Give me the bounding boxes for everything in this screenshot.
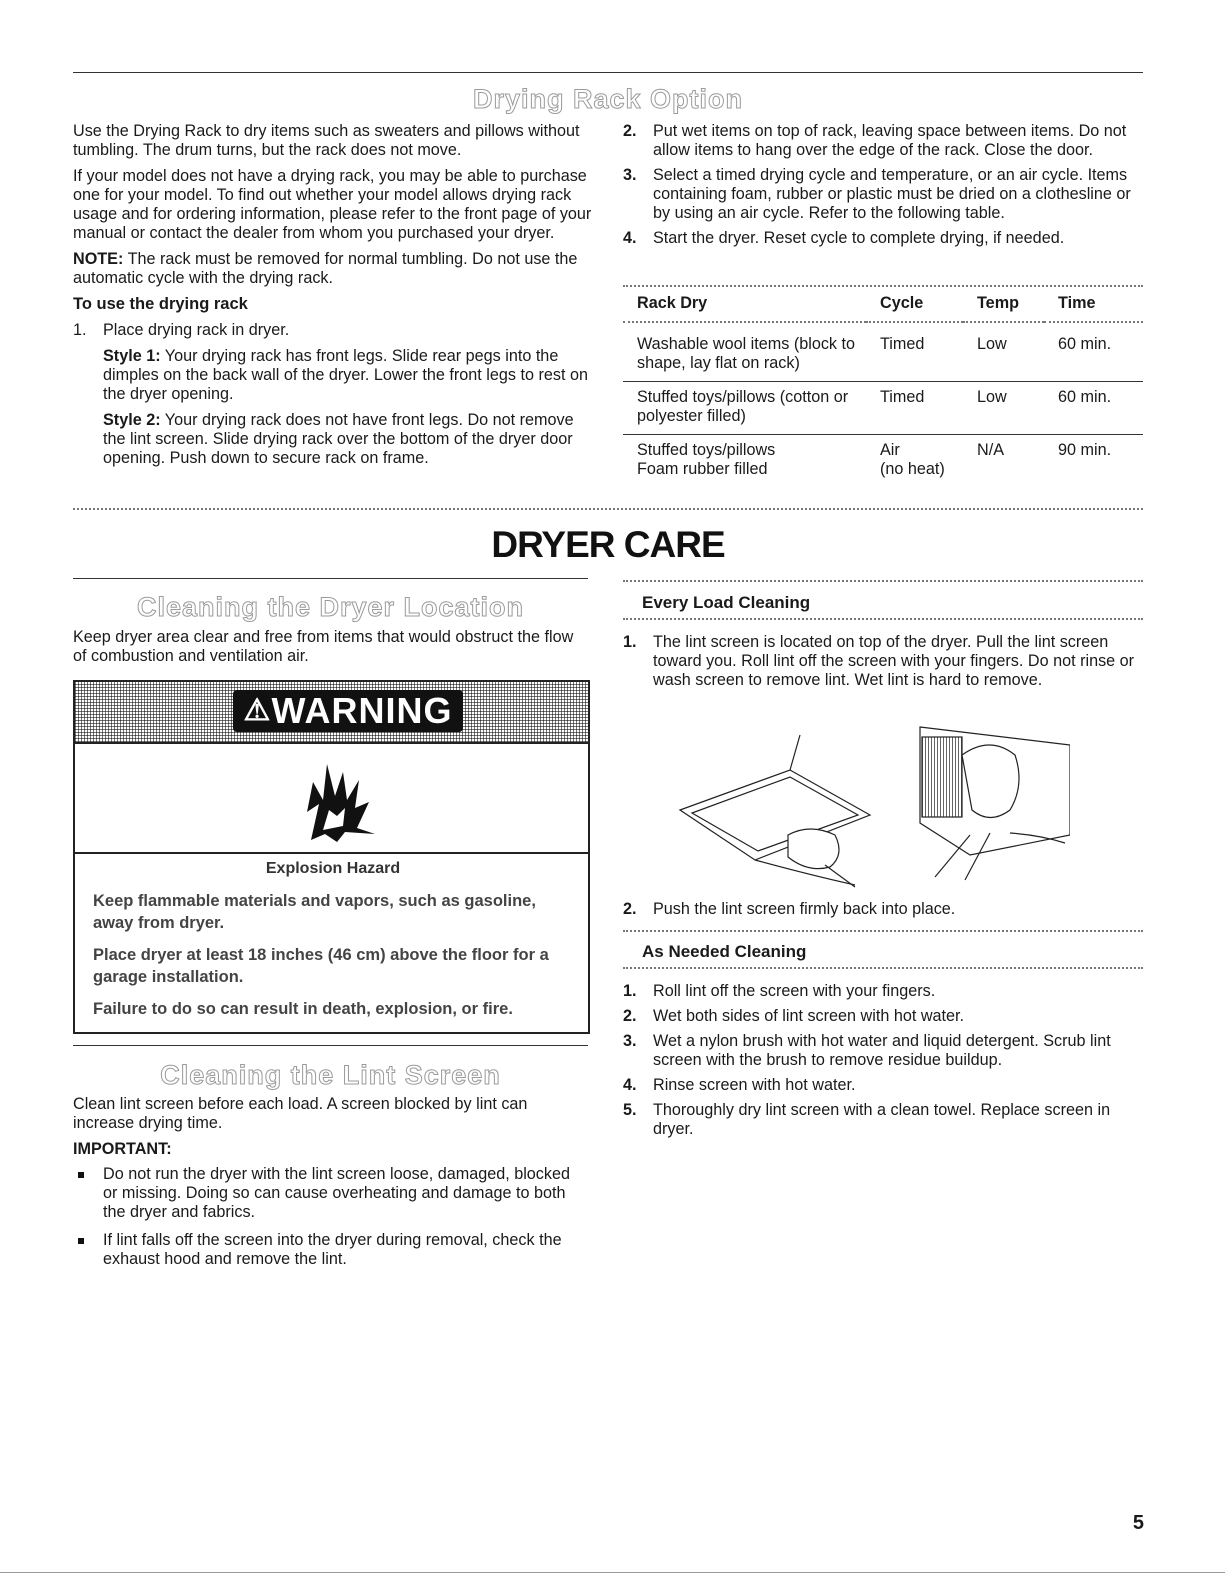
rack-step-1 bbox=[73, 321, 593, 468]
as-needed-step-4 bbox=[623, 1076, 1143, 1095]
every-load-step-2-num: 2. bbox=[623, 900, 637, 918]
every-load-step-2-wrap bbox=[623, 900, 1143, 925]
style-2-label: Style 2: bbox=[103, 411, 161, 429]
rack-step-1-num: 1. bbox=[73, 321, 87, 339]
rack-dry-table-wrap bbox=[623, 292, 1143, 487]
as-needed-step-4-num: 4. bbox=[623, 1076, 637, 1094]
warning-triangle-icon: ⚠ bbox=[243, 694, 272, 727]
lint-section-body bbox=[73, 1095, 588, 1278]
warning-line-2: Place dryer at least 18 inches (46 cm) above the floor for a garage installation. bbox=[93, 946, 549, 986]
table-cell: Low bbox=[963, 382, 1044, 435]
table-header-cycle: Cycle bbox=[880, 294, 924, 312]
table-cell: Low bbox=[963, 322, 1044, 382]
use-rack-heading: To use the drying rack bbox=[73, 295, 248, 313]
as-needed-top-rule bbox=[623, 930, 1143, 932]
as-needed-step-5-text: Thoroughly dry lint screen with a clean towel. Replace screen in dryer. bbox=[653, 1101, 1111, 1138]
as-needed-heading: As Needed Cleaning bbox=[642, 942, 807, 961]
every-load-top-rule bbox=[623, 580, 1143, 582]
location-text: Keep dryer area clear and free from items that would obstruct the flow of combustion and ventilation air. bbox=[73, 628, 574, 665]
table-cell: Timed bbox=[866, 322, 963, 382]
as-needed-step-3 bbox=[623, 1032, 1143, 1070]
warning-banner bbox=[75, 682, 588, 744]
as-needed-step-1-num: 1. bbox=[623, 982, 637, 1000]
drying-rack-right-column bbox=[623, 122, 1143, 254]
rack-step-2-num: 2. bbox=[623, 122, 637, 140]
important-label: IMPORTANT: bbox=[73, 1140, 172, 1158]
style-2-text: Your drying rack does not have front legs. Do not remove the lint screen. Slide drying rack over the bottom of the dryer door opening. Push down to secure rack on frame. bbox=[103, 411, 574, 467]
every-load-step-2-text: Push the lint screen firmly back into place. bbox=[653, 900, 956, 918]
table-cell: N/A bbox=[977, 441, 1004, 459]
table-top-rule bbox=[623, 285, 1143, 287]
list-item: Do not run the dryer with the lint screen loose, damaged, blocked or missing. Doing so can cause overheating and damage to both the dryer and fabrics. bbox=[73, 1165, 588, 1222]
every-load-step-1-num: 1. bbox=[623, 633, 637, 651]
warning-text-area bbox=[93, 860, 573, 1020]
drying-rack-intro-2: If your model does not have a drying rack, you may be able to purchase one for your model. To find out whether your model allows drying rack usage and for ordering information, please refer to the front page of your manual or contact the dealer from whom you purchased your dryer. bbox=[73, 167, 592, 242]
dryer-care-heading: DRYER CARE bbox=[491, 524, 725, 565]
as-needed-step-1 bbox=[623, 982, 1143, 1001]
note-text: The rack must be removed for normal tumbling. Do not use the automatic cycle with the drying rack. bbox=[73, 250, 578, 287]
bottom-rule bbox=[0, 1572, 1225, 1573]
as-needed-step-5 bbox=[623, 1101, 1143, 1139]
rack-step-2 bbox=[623, 122, 1143, 160]
rack-step-3-text: Select a timed drying cycle and temperature, or an air cycle. Items containing foam, rubber or plastic must be dried on a clothesline or by using an air cycle. Refer to the following table. bbox=[653, 166, 1131, 222]
rack-step-2-text: Put wet items on top of rack, leaving space between items. Do not allow items to hang over the edge of the rack. Close the door. bbox=[653, 122, 1127, 159]
location-rule bbox=[73, 578, 588, 579]
warning-line-3: Failure to do so can result in death, explosion, or fire. bbox=[93, 1000, 513, 1018]
as-needed-step-1-text: Roll lint off the screen with your fingers. bbox=[653, 982, 936, 1000]
warning-box bbox=[73, 680, 590, 1034]
warning-label-pill bbox=[233, 690, 463, 732]
every-load-step-1-text: The lint screen is located on top of the dryer. Pull the lint screen toward you. Roll lint off the screen with your fingers. Do not rinse or wash screen to remove lint. Wet lint is hard to remove. bbox=[653, 633, 1135, 689]
every-load-step-1-wrap bbox=[623, 633, 1143, 696]
warning-label: WARNING bbox=[271, 690, 453, 731]
table-cell: Timed bbox=[866, 382, 963, 435]
table-header-rack-dry: Rack Dry bbox=[637, 294, 708, 312]
lint-title: Cleaning the Lint Screen bbox=[160, 1060, 501, 1090]
table-header-time: Time bbox=[1058, 294, 1096, 312]
rack-step-4 bbox=[623, 229, 1143, 248]
location-title: Cleaning the Dryer Location bbox=[136, 592, 525, 622]
drying-rack-left-column bbox=[73, 122, 593, 474]
as-needed-steps-wrap bbox=[623, 982, 1143, 1145]
table-row bbox=[623, 322, 1143, 382]
list-item: If lint falls off the screen into the dryer during removal, check the exhaust hood and remove the lint. bbox=[73, 1231, 588, 1269]
rack-step-4-text: Start the dryer. Reset cycle to complete drying, if needed. bbox=[653, 229, 1065, 247]
table-row bbox=[623, 382, 1143, 435]
rack-dry-table bbox=[623, 292, 1143, 487]
table-cell: 60 min. bbox=[1044, 322, 1143, 382]
style-1-label: Style 1: bbox=[103, 347, 161, 365]
table-cell: Washable wool items (block to shape, lay flat on rack) bbox=[623, 322, 866, 382]
rack-step-3 bbox=[623, 166, 1143, 223]
table-cell: 90 min. bbox=[1058, 441, 1112, 459]
as-needed-bottom-rule bbox=[623, 967, 1143, 969]
rack-step-3-num: 3. bbox=[623, 166, 637, 184]
drying-rack-note bbox=[73, 250, 593, 288]
table-row bbox=[623, 435, 1143, 488]
table-cell: Stuffed toys/pillows Foam rubber filled bbox=[637, 441, 776, 478]
every-load-heading: Every Load Cleaning bbox=[642, 593, 811, 612]
explosion-icon bbox=[75, 742, 588, 852]
as-needed-step-5-num: 5. bbox=[623, 1101, 637, 1119]
table-cell: Stuffed toys/pillows (cotton or polyester filled) bbox=[623, 382, 866, 435]
rack-step-1-text: Place drying rack in dryer. bbox=[103, 321, 290, 339]
rack-step-4-num: 4. bbox=[623, 229, 637, 247]
warning-line-1: Keep flammable materials and vapors, such as gasoline, away from dryer. bbox=[93, 892, 536, 932]
as-needed-step-4-text: Rinse screen with hot water. bbox=[653, 1076, 856, 1094]
hazard-title: Explosion Hazard bbox=[265, 860, 401, 877]
explosion-symbol-area bbox=[75, 742, 588, 854]
lint-text: Clean lint screen before each load. A screen blocked by lint can increase drying time. bbox=[73, 1095, 528, 1132]
lint-screen-illustration bbox=[670, 715, 1070, 890]
as-needed-step-3-num: 3. bbox=[623, 1032, 637, 1050]
table-header-temp: Temp bbox=[977, 294, 1019, 312]
as-needed-step-2-num: 2. bbox=[623, 1007, 637, 1025]
every-load-step-1 bbox=[623, 633, 1143, 690]
section-divider bbox=[73, 508, 1143, 510]
note-label: NOTE: bbox=[73, 250, 124, 268]
as-needed-step-3-text: Wet a nylon brush with hot water and liquid detergent. Scrub lint screen with the brush to remove residue buildup. bbox=[653, 1032, 1111, 1069]
page-number: 5 bbox=[1132, 1512, 1144, 1534]
rack-style-1 bbox=[103, 347, 593, 404]
important-bullets bbox=[73, 1165, 588, 1269]
table-cell: 60 min. bbox=[1044, 382, 1143, 435]
every-load-step-2 bbox=[623, 900, 1143, 919]
table-header-row bbox=[623, 292, 1143, 322]
lint-rule bbox=[73, 1045, 588, 1046]
style-1-text: Your drying rack has front legs. Slide rear pegs into the dimples on the back wall of the dryer. Lower the front legs to rest on the dryer opening. bbox=[103, 347, 588, 403]
drying-rack-intro-1: Use the Drying Rack to dry items such as sweaters and pillows without tumbling. The drum turns, but the rack does not move. bbox=[73, 122, 580, 159]
as-needed-step-2 bbox=[623, 1007, 1143, 1026]
drying-rack-title: Drying Rack Option bbox=[472, 84, 744, 114]
every-load-bottom-rule bbox=[623, 618, 1143, 620]
table-cell: Air (no heat) bbox=[880, 441, 945, 478]
as-needed-step-2-text: Wet both sides of lint screen with hot water. bbox=[653, 1007, 965, 1025]
rack-style-2 bbox=[103, 411, 593, 468]
top-rule bbox=[73, 72, 1143, 73]
